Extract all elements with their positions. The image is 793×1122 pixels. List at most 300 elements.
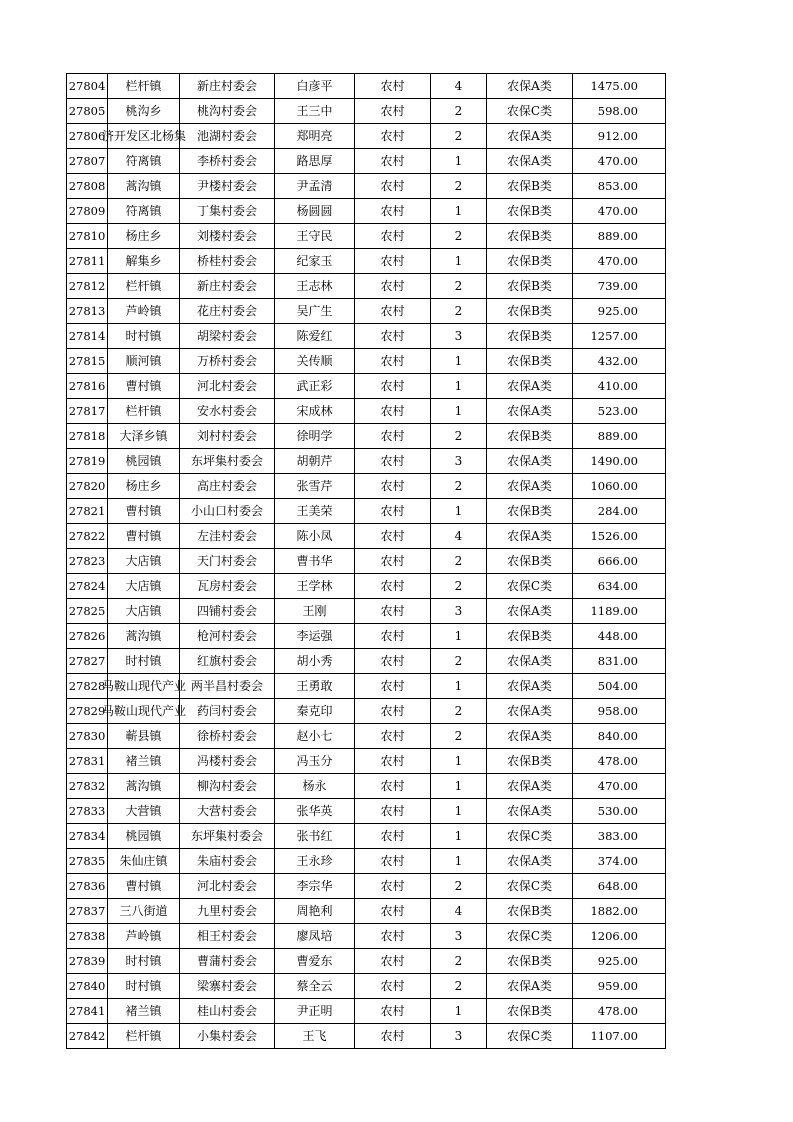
cell-amount: 831.00 bbox=[573, 649, 666, 674]
cell-person-name: 郑明亮 bbox=[275, 124, 355, 149]
table-row bbox=[67, 324, 666, 349]
cell-town: 曹村镇 bbox=[108, 374, 180, 399]
cell-household-count: 2 bbox=[431, 724, 487, 749]
cell-insurance-category: 农保B类 bbox=[487, 499, 573, 524]
cell-record-id: 27837 bbox=[67, 899, 108, 924]
cell-person-name: 王美荣 bbox=[275, 499, 355, 524]
cell-amount: 410.00 bbox=[573, 374, 666, 399]
cell-person-name: 李运强 bbox=[275, 624, 355, 649]
cell-person-name: 王三中 bbox=[275, 99, 355, 124]
cell-town: 大店镇 bbox=[108, 549, 180, 574]
cell-person-name: 廖凤培 bbox=[275, 924, 355, 949]
cell-amount: 1490.00 bbox=[573, 449, 666, 474]
cell-household-count: 1 bbox=[431, 249, 487, 274]
cell-town: 褚兰镇 bbox=[108, 999, 180, 1024]
cell-household-count: 4 bbox=[431, 74, 487, 99]
cell-record-id: 27832 bbox=[67, 774, 108, 799]
cell-household-count: 3 bbox=[431, 1024, 487, 1049]
cell-record-id: 27828 bbox=[67, 674, 108, 699]
cell-household-count: 3 bbox=[431, 449, 487, 474]
cell-amount: 504.00 bbox=[573, 674, 666, 699]
cell-insurance-category: 农保C类 bbox=[487, 824, 573, 849]
cell-residence-type: 农村 bbox=[355, 574, 431, 599]
cell-residence-type: 农村 bbox=[355, 424, 431, 449]
cell-town bbox=[102, 674, 187, 699]
table-row bbox=[67, 474, 666, 499]
cell-household-count: 1 bbox=[431, 824, 487, 849]
cell-insurance-category: 农保B类 bbox=[487, 224, 573, 249]
table-row bbox=[67, 799, 666, 824]
cell-insurance-category: 农保C类 bbox=[487, 99, 573, 124]
cell-record-id: 27807 bbox=[67, 149, 108, 174]
cell-residence-type: 农村 bbox=[355, 699, 431, 724]
table-row bbox=[67, 274, 666, 299]
cell-amount: 598.00 bbox=[573, 99, 666, 124]
cell-amount: 1882.00 bbox=[573, 899, 666, 924]
cell-residence-type: 农村 bbox=[355, 499, 431, 524]
cell-residence-type: 农村 bbox=[355, 874, 431, 899]
cell-record-id: 27821 bbox=[67, 499, 108, 524]
cell-residence-type: 农村 bbox=[355, 924, 431, 949]
cell-village-committee: 红旗村委会 bbox=[180, 649, 275, 674]
cell-town: 曹村镇 bbox=[108, 499, 180, 524]
cell-person-name: 宋成林 bbox=[275, 399, 355, 424]
cell-record-id: 27836 bbox=[67, 874, 108, 899]
cell-record-id: 27815 bbox=[67, 349, 108, 374]
table-row bbox=[67, 774, 666, 799]
cell-village-committee: 徐桥村委会 bbox=[180, 724, 275, 749]
cell-residence-type: 农村 bbox=[355, 299, 431, 324]
cell-record-id: 27835 bbox=[67, 849, 108, 874]
cell-village-committee: 刘楼村委会 bbox=[180, 224, 275, 249]
cell-residence-type: 农村 bbox=[355, 274, 431, 299]
table-row bbox=[67, 874, 666, 899]
table-row bbox=[67, 199, 666, 224]
cell-person-name: 王学林 bbox=[275, 574, 355, 599]
cell-person-name: 曹书华 bbox=[275, 549, 355, 574]
cell-household-count: 2 bbox=[431, 99, 487, 124]
cell-household-count: 1 bbox=[431, 199, 487, 224]
cell-residence-type: 农村 bbox=[355, 849, 431, 874]
cell-person-name: 陈爱红 bbox=[275, 324, 355, 349]
cell-amount: 432.00 bbox=[573, 349, 666, 374]
cell-residence-type: 农村 bbox=[355, 74, 431, 99]
cell-person-name: 尹孟清 bbox=[275, 174, 355, 199]
cell-household-count: 2 bbox=[431, 224, 487, 249]
table-row bbox=[67, 1024, 666, 1049]
cell-amount: 470.00 bbox=[573, 149, 666, 174]
cell-village-committee: 花庄村委会 bbox=[180, 299, 275, 324]
cell-amount: 889.00 bbox=[573, 224, 666, 249]
cell-town: 桃沟乡 bbox=[108, 99, 180, 124]
cell-record-id: 27804 bbox=[67, 74, 108, 99]
cell-village-committee: 刘村村委会 bbox=[180, 424, 275, 449]
cell-town: 褚兰镇 bbox=[108, 749, 180, 774]
cell-village-committee: 东坪集村委会 bbox=[180, 449, 275, 474]
cell-person-name: 秦克印 bbox=[275, 699, 355, 724]
table-row bbox=[67, 899, 666, 924]
cell-amount: 1475.00 bbox=[573, 74, 666, 99]
cell-town: 曹村镇 bbox=[108, 524, 180, 549]
cell-household-count: 2 bbox=[431, 874, 487, 899]
cell-residence-type: 农村 bbox=[355, 549, 431, 574]
cell-household-count: 2 bbox=[431, 574, 487, 599]
cell-insurance-category: 农保C类 bbox=[487, 1024, 573, 1049]
cell-amount: 1107.00 bbox=[573, 1024, 666, 1049]
cell-insurance-category: 农保A类 bbox=[487, 449, 573, 474]
cell-residence-type: 农村 bbox=[355, 749, 431, 774]
cell-residence-type: 农村 bbox=[355, 149, 431, 174]
cell-town: 杨庄乡 bbox=[108, 224, 180, 249]
cell-residence-type: 农村 bbox=[355, 374, 431, 399]
cell-household-count: 1 bbox=[431, 999, 487, 1024]
cell-household-count: 2 bbox=[431, 299, 487, 324]
cell-person-name: 徐明学 bbox=[275, 424, 355, 449]
cell-insurance-category: 农保A类 bbox=[487, 649, 573, 674]
cell-village-committee: 曹蒲村委会 bbox=[180, 949, 275, 974]
cell-village-committee: 桂山村委会 bbox=[180, 999, 275, 1024]
cell-household-count: 1 bbox=[431, 774, 487, 799]
cell-village-committee: 九里村委会 bbox=[180, 899, 275, 924]
cell-person-name: 王志林 bbox=[275, 274, 355, 299]
cell-amount: 889.00 bbox=[573, 424, 666, 449]
cell-household-count: 1 bbox=[431, 849, 487, 874]
cell-insurance-category: 农保B类 bbox=[487, 424, 573, 449]
cell-village-committee: 四铺村委会 bbox=[180, 599, 275, 624]
cell-insurance-category: 农保A类 bbox=[487, 124, 573, 149]
cell-amount: 853.00 bbox=[573, 174, 666, 199]
cell-town: 栏杆镇 bbox=[108, 399, 180, 424]
cell-household-count: 2 bbox=[431, 649, 487, 674]
cell-amount: 958.00 bbox=[573, 699, 666, 724]
table-row bbox=[67, 224, 666, 249]
cell-insurance-category: 农保B类 bbox=[487, 349, 573, 374]
cell-amount: 478.00 bbox=[573, 749, 666, 774]
cell-town: 解集乡 bbox=[108, 249, 180, 274]
cell-village-committee: 桥桂村委会 bbox=[180, 249, 275, 274]
cell-insurance-category: 农保B类 bbox=[487, 249, 573, 274]
cell-person-name: 赵小七 bbox=[275, 724, 355, 749]
cell-amount: 374.00 bbox=[573, 849, 666, 874]
cell-residence-type: 农村 bbox=[355, 774, 431, 799]
cell-town: 大泽乡镇 bbox=[108, 424, 180, 449]
cell-insurance-category: 农保B类 bbox=[487, 199, 573, 224]
cell-insurance-category: 农保A类 bbox=[487, 724, 573, 749]
cell-household-count: 3 bbox=[431, 924, 487, 949]
cell-residence-type: 农村 bbox=[355, 624, 431, 649]
cell-village-committee: 瓦房村委会 bbox=[180, 574, 275, 599]
cell-record-id: 27831 bbox=[67, 749, 108, 774]
cell-person-name: 路思厚 bbox=[275, 149, 355, 174]
cell-amount: 284.00 bbox=[573, 499, 666, 524]
cell-record-id: 27811 bbox=[67, 249, 108, 274]
cell-residence-type: 农村 bbox=[355, 399, 431, 424]
cell-insurance-category: 农保A类 bbox=[487, 774, 573, 799]
cell-record-id: 27819 bbox=[67, 449, 108, 474]
cell-person-name: 王永珍 bbox=[275, 849, 355, 874]
cell-amount: 383.00 bbox=[573, 824, 666, 849]
cell-household-count: 3 bbox=[431, 599, 487, 624]
cell-record-id: 27840 bbox=[67, 974, 108, 999]
cell-record-id: 27842 bbox=[67, 1024, 108, 1049]
cell-town: 时村镇 bbox=[108, 649, 180, 674]
cell-household-count: 1 bbox=[431, 799, 487, 824]
cell-record-id: 27826 bbox=[67, 624, 108, 649]
cell-insurance-category: 农保B类 bbox=[487, 749, 573, 774]
cell-insurance-category: 农保B类 bbox=[487, 624, 573, 649]
cell-household-count: 1 bbox=[431, 499, 487, 524]
cell-household-count: 1 bbox=[431, 624, 487, 649]
cell-residence-type: 农村 bbox=[355, 824, 431, 849]
table-row bbox=[67, 699, 666, 724]
cell-insurance-category: 农保A类 bbox=[487, 849, 573, 874]
table-row bbox=[67, 374, 666, 399]
table-row bbox=[67, 849, 666, 874]
cell-insurance-category: 农保B类 bbox=[487, 899, 573, 924]
cell-town: 朱仙庄镇 bbox=[108, 849, 180, 874]
cell-household-count: 2 bbox=[431, 949, 487, 974]
cell-record-id: 27817 bbox=[67, 399, 108, 424]
cell-record-id: 27829 bbox=[67, 699, 108, 724]
cell-residence-type: 农村 bbox=[355, 174, 431, 199]
cell-record-id: 27813 bbox=[67, 299, 108, 324]
table-row bbox=[67, 399, 666, 424]
cell-person-name: 王刚 bbox=[275, 599, 355, 624]
table-row bbox=[67, 424, 666, 449]
cell-village-committee: 小集村委会 bbox=[180, 1024, 275, 1049]
cell-record-id: 27841 bbox=[67, 999, 108, 1024]
table-row bbox=[67, 524, 666, 549]
cell-record-id: 27818 bbox=[67, 424, 108, 449]
cell-amount: 739.00 bbox=[573, 274, 666, 299]
cell-residence-type: 农村 bbox=[355, 599, 431, 624]
cell-person-name: 周艳利 bbox=[275, 899, 355, 924]
cell-household-count: 2 bbox=[431, 974, 487, 999]
cell-household-count: 1 bbox=[431, 374, 487, 399]
table-row bbox=[67, 949, 666, 974]
cell-household-count: 2 bbox=[431, 424, 487, 449]
cell-household-count: 2 bbox=[431, 474, 487, 499]
cell-village-committee: 安水村委会 bbox=[180, 399, 275, 424]
cell-town bbox=[102, 699, 187, 724]
cell-person-name: 冯玉分 bbox=[275, 749, 355, 774]
cell-town: 桃园镇 bbox=[108, 824, 180, 849]
cell-household-count: 3 bbox=[431, 324, 487, 349]
cell-town: 曹村镇 bbox=[108, 874, 180, 899]
cell-residence-type: 农村 bbox=[355, 474, 431, 499]
cell-town: 栏杆镇 bbox=[108, 74, 180, 99]
cell-person-name: 纪家玉 bbox=[275, 249, 355, 274]
table-row bbox=[67, 249, 666, 274]
cell-town: 蒿沟镇 bbox=[108, 174, 180, 199]
cell-household-count: 1 bbox=[431, 349, 487, 374]
cell-town: 时村镇 bbox=[108, 974, 180, 999]
cell-insurance-category: 农保A类 bbox=[487, 674, 573, 699]
cell-town: 时村镇 bbox=[108, 949, 180, 974]
cell-residence-type: 农村 bbox=[355, 349, 431, 374]
cell-village-committee: 桃沟村委会 bbox=[180, 99, 275, 124]
table-row bbox=[67, 149, 666, 174]
cell-household-count: 1 bbox=[431, 149, 487, 174]
cell-town: 大店镇 bbox=[108, 574, 180, 599]
cell-residence-type: 农村 bbox=[355, 99, 431, 124]
cell-record-id: 27816 bbox=[67, 374, 108, 399]
cell-residence-type: 农村 bbox=[355, 999, 431, 1024]
cell-village-committee: 冯楼村委会 bbox=[180, 749, 275, 774]
cell-town: 大营镇 bbox=[108, 799, 180, 824]
cell-insurance-category: 农保B类 bbox=[487, 999, 573, 1024]
cell-record-id: 27823 bbox=[67, 549, 108, 574]
cell-village-committee: 李桥村委会 bbox=[180, 149, 275, 174]
cell-person-name: 王勇敢 bbox=[275, 674, 355, 699]
table-row bbox=[67, 499, 666, 524]
table-row bbox=[67, 749, 666, 774]
cell-amount: 1206.00 bbox=[573, 924, 666, 949]
cell-amount: 470.00 bbox=[573, 199, 666, 224]
cell-insurance-category: 农保B类 bbox=[487, 324, 573, 349]
cell-village-committee: 枪河村委会 bbox=[180, 624, 275, 649]
cell-text: 马鞍山现代产业 bbox=[102, 704, 187, 718]
cell-amount: 478.00 bbox=[573, 999, 666, 1024]
cell-amount: 634.00 bbox=[573, 574, 666, 599]
table-row bbox=[67, 174, 666, 199]
cell-residence-type: 农村 bbox=[355, 949, 431, 974]
cell-amount: 925.00 bbox=[573, 299, 666, 324]
table-row bbox=[67, 649, 666, 674]
table-row bbox=[67, 349, 666, 374]
cell-insurance-category: 农保A类 bbox=[487, 524, 573, 549]
cell-village-committee: 东坪集村委会 bbox=[180, 824, 275, 849]
cell-insurance-category: 农保B类 bbox=[487, 174, 573, 199]
cell-amount: 1526.00 bbox=[573, 524, 666, 549]
cell-record-id: 27810 bbox=[67, 224, 108, 249]
table-row bbox=[67, 624, 666, 649]
cell-village-committee: 胡梁村委会 bbox=[180, 324, 275, 349]
cell-town: 符离镇 bbox=[108, 149, 180, 174]
cell-residence-type: 农村 bbox=[355, 224, 431, 249]
cell-amount: 959.00 bbox=[573, 974, 666, 999]
cell-insurance-category: 农保A类 bbox=[487, 974, 573, 999]
cell-insurance-category: 农保C类 bbox=[487, 874, 573, 899]
cell-person-name: 曹爱东 bbox=[275, 949, 355, 974]
cell-household-count: 2 bbox=[431, 174, 487, 199]
cell-residence-type: 农村 bbox=[355, 449, 431, 474]
cell-record-id: 27825 bbox=[67, 599, 108, 624]
cell-person-name: 王飞 bbox=[275, 1024, 355, 1049]
cell-village-committee: 梁寨村委会 bbox=[180, 974, 275, 999]
cell-person-name: 胡小秀 bbox=[275, 649, 355, 674]
cell-person-name: 吴广生 bbox=[275, 299, 355, 324]
cell-record-id: 27830 bbox=[67, 724, 108, 749]
table-row bbox=[67, 549, 666, 574]
cell-amount: 530.00 bbox=[573, 799, 666, 824]
cell-residence-type: 农村 bbox=[355, 1024, 431, 1049]
cell-village-committee: 大营村委会 bbox=[180, 799, 275, 824]
cell-village-committee: 天门村委会 bbox=[180, 549, 275, 574]
cell-amount: 470.00 bbox=[573, 249, 666, 274]
cell-residence-type: 农村 bbox=[355, 974, 431, 999]
cell-insurance-category: 农保B类 bbox=[487, 299, 573, 324]
cell-record-id: 27820 bbox=[67, 474, 108, 499]
cell-person-name: 张书红 bbox=[275, 824, 355, 849]
cell-insurance-category: 农保C类 bbox=[487, 924, 573, 949]
cell-residence-type: 农村 bbox=[355, 249, 431, 274]
cell-record-id: 27809 bbox=[67, 199, 108, 224]
cell-record-id: 27808 bbox=[67, 174, 108, 199]
cell-person-name: 张雪芹 bbox=[275, 474, 355, 499]
table-row bbox=[67, 599, 666, 624]
cell-text: 马鞍山现代产业 bbox=[102, 679, 187, 693]
cell-household-count: 1 bbox=[431, 674, 487, 699]
cell-record-id: 27824 bbox=[67, 574, 108, 599]
cell-residence-type: 农村 bbox=[355, 799, 431, 824]
records-table bbox=[66, 73, 666, 1049]
cell-village-committee: 丁集村委会 bbox=[180, 199, 275, 224]
cell-town bbox=[102, 124, 187, 149]
cell-insurance-category: 农保C类 bbox=[487, 574, 573, 599]
cell-residence-type: 农村 bbox=[355, 674, 431, 699]
cell-insurance-category: 农保B类 bbox=[487, 949, 573, 974]
cell-village-committee: 两半昌村委会 bbox=[180, 674, 275, 699]
cell-village-committee: 高庄村委会 bbox=[180, 474, 275, 499]
cell-town: 大店镇 bbox=[108, 599, 180, 624]
cell-insurance-category: 农保A类 bbox=[487, 74, 573, 99]
cell-amount: 1257.00 bbox=[573, 324, 666, 349]
cell-village-committee: 相王村委会 bbox=[180, 924, 275, 949]
cell-record-id: 27805 bbox=[67, 99, 108, 124]
cell-insurance-category: 农保A类 bbox=[487, 474, 573, 499]
cell-insurance-category: 农保A类 bbox=[487, 399, 573, 424]
cell-town: 顺河镇 bbox=[108, 349, 180, 374]
cell-amount: 648.00 bbox=[573, 874, 666, 899]
table-row bbox=[67, 449, 666, 474]
cell-village-committee: 万桥村委会 bbox=[180, 349, 275, 374]
table-row bbox=[67, 99, 666, 124]
cell-person-name: 杨圆圆 bbox=[275, 199, 355, 224]
cell-village-committee: 小山口村委会 bbox=[180, 499, 275, 524]
cell-town: 蕲县镇 bbox=[108, 724, 180, 749]
cell-amount: 470.00 bbox=[573, 774, 666, 799]
table-row bbox=[67, 724, 666, 749]
cell-village-committee: 药闫村委会 bbox=[180, 699, 275, 724]
cell-insurance-category: 农保A类 bbox=[487, 374, 573, 399]
cell-household-count: 2 bbox=[431, 699, 487, 724]
cell-person-name: 王守民 bbox=[275, 224, 355, 249]
records-table-body bbox=[67, 74, 666, 1049]
cell-village-committee: 河北村委会 bbox=[180, 374, 275, 399]
cell-residence-type: 农村 bbox=[355, 124, 431, 149]
cell-town: 栏杆镇 bbox=[108, 274, 180, 299]
cell-amount: 925.00 bbox=[573, 949, 666, 974]
cell-household-count: 2 bbox=[431, 549, 487, 574]
table-row bbox=[67, 574, 666, 599]
cell-household-count: 1 bbox=[431, 399, 487, 424]
cell-person-name: 杨永 bbox=[275, 774, 355, 799]
cell-amount: 912.00 bbox=[573, 124, 666, 149]
cell-record-id: 27822 bbox=[67, 524, 108, 549]
cell-person-name: 武正彩 bbox=[275, 374, 355, 399]
cell-village-committee: 尹楼村委会 bbox=[180, 174, 275, 199]
cell-household-count: 4 bbox=[431, 899, 487, 924]
cell-record-id: 27839 bbox=[67, 949, 108, 974]
cell-amount: 1189.00 bbox=[573, 599, 666, 624]
cell-person-name: 蔡全云 bbox=[275, 974, 355, 999]
cell-village-committee: 新庄村委会 bbox=[180, 74, 275, 99]
table-row bbox=[67, 674, 666, 699]
cell-amount: 523.00 bbox=[573, 399, 666, 424]
cell-person-name: 陈小凤 bbox=[275, 524, 355, 549]
cell-person-name: 张华英 bbox=[275, 799, 355, 824]
